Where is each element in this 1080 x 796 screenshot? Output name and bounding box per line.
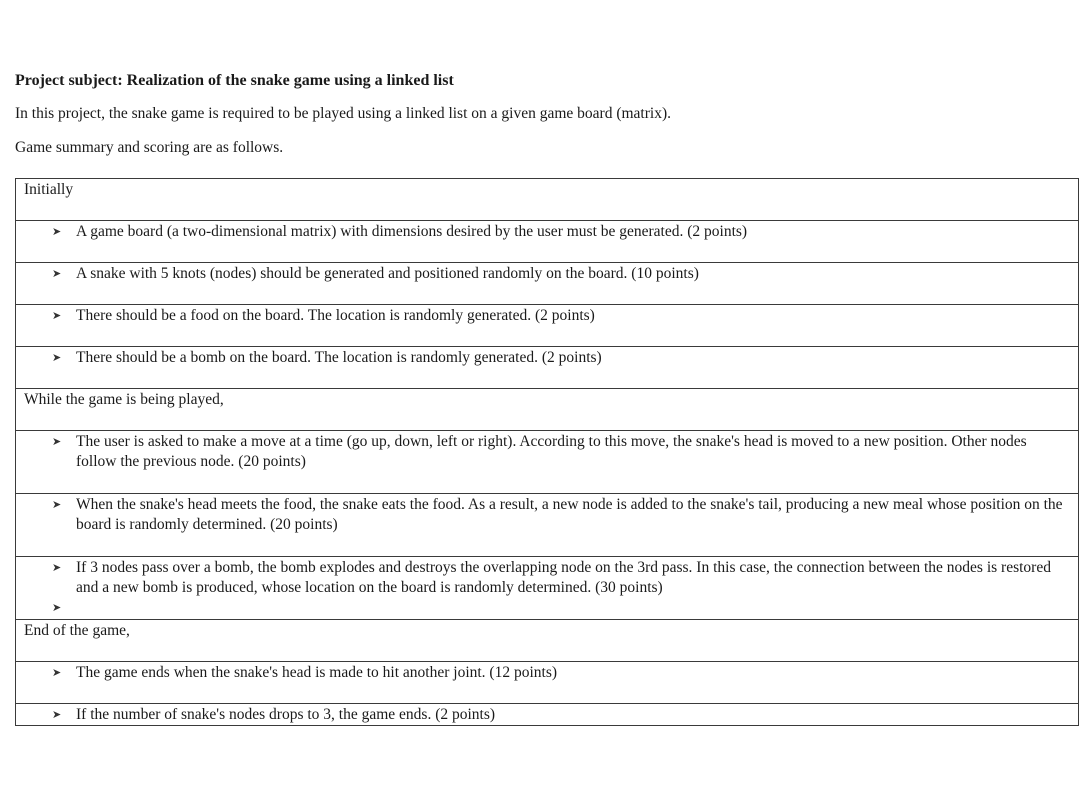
empty-arrow-bullet-icon: ➤ (52, 601, 62, 614)
rule-row (16, 494, 1079, 557)
arrow-bullet-icon: ➤ (52, 225, 62, 238)
section-heading-while-playing: While the game is being played, (16, 389, 1079, 431)
rules-table (15, 178, 1079, 726)
rule-text: The user is asked to make a move at a time (go up, down, left or right). According to this move, the snake's head is moved to a new position. Other nodes follow the previous node. (20 points) (76, 433, 1027, 470)
document-title: Project subject: Realization of the snake game using a linked list (15, 72, 454, 89)
rule-text: A snake with 5 knots (nodes) should be generated and positioned randomly on the board. (10 points) (76, 265, 699, 282)
arrow-bullet-icon: ➤ (52, 267, 62, 280)
section-heading-row (16, 179, 1079, 221)
arrow-bullet-icon: ➤ (52, 708, 62, 721)
rule-row (16, 431, 1079, 494)
summary-paragraph: Game summary and scoring are as follows. (15, 139, 284, 156)
rule-text: When the snake's head meets the food, the snake eats the food. As a result, a new node is added to the snake's tail, producing a new meal whose position on the board is randomly determined. (20 points) (76, 496, 1063, 533)
section-heading-row (16, 620, 1079, 662)
intro-paragraph: In this project, the snake game is required to be played using a linked list on a given game board (matrix). (15, 105, 671, 122)
rule-text: If 3 nodes pass over a bomb, the bomb explodes and destroys the overlapping node on the 3rd pass. In this case, the connection between the nodes is restored and a new bomb is produced, whose location on the board is randomly determined. (30 points) (76, 559, 1051, 596)
section-heading-end-of-game: End of the game, (16, 620, 1079, 662)
arrow-bullet-icon: ➤ (52, 351, 62, 364)
arrow-bullet-icon: ➤ (52, 561, 62, 574)
rule-row (16, 221, 1079, 263)
arrow-bullet-icon: ➤ (52, 309, 62, 322)
arrow-bullet-icon: ➤ (52, 498, 62, 511)
rule-row (16, 557, 1079, 620)
section-heading-initially: Initially (16, 179, 1079, 221)
rule-text: A game board (a two-dimensional matrix) with dimensions desired by the user must be generated. (2 points) (76, 223, 748, 240)
rule-text: If the number of snake's nodes drops to 3, the game ends. (2 points) (76, 706, 496, 723)
arrow-bullet-icon: ➤ (52, 666, 62, 679)
rule-row (16, 263, 1079, 305)
rule-text: The game ends when the snake's head is made to hit another joint. (12 points) (76, 664, 558, 681)
section-heading-row (16, 389, 1079, 431)
rule-row (16, 347, 1079, 389)
rule-text: There should be a bomb on the board. The location is randomly generated. (2 points) (76, 349, 602, 366)
rule-row (16, 305, 1079, 347)
rule-row (16, 662, 1079, 704)
arrow-bullet-icon: ➤ (52, 435, 62, 448)
rule-text: There should be a food on the board. The location is randomly generated. (2 points) (76, 307, 595, 324)
rule-row (16, 704, 1079, 726)
